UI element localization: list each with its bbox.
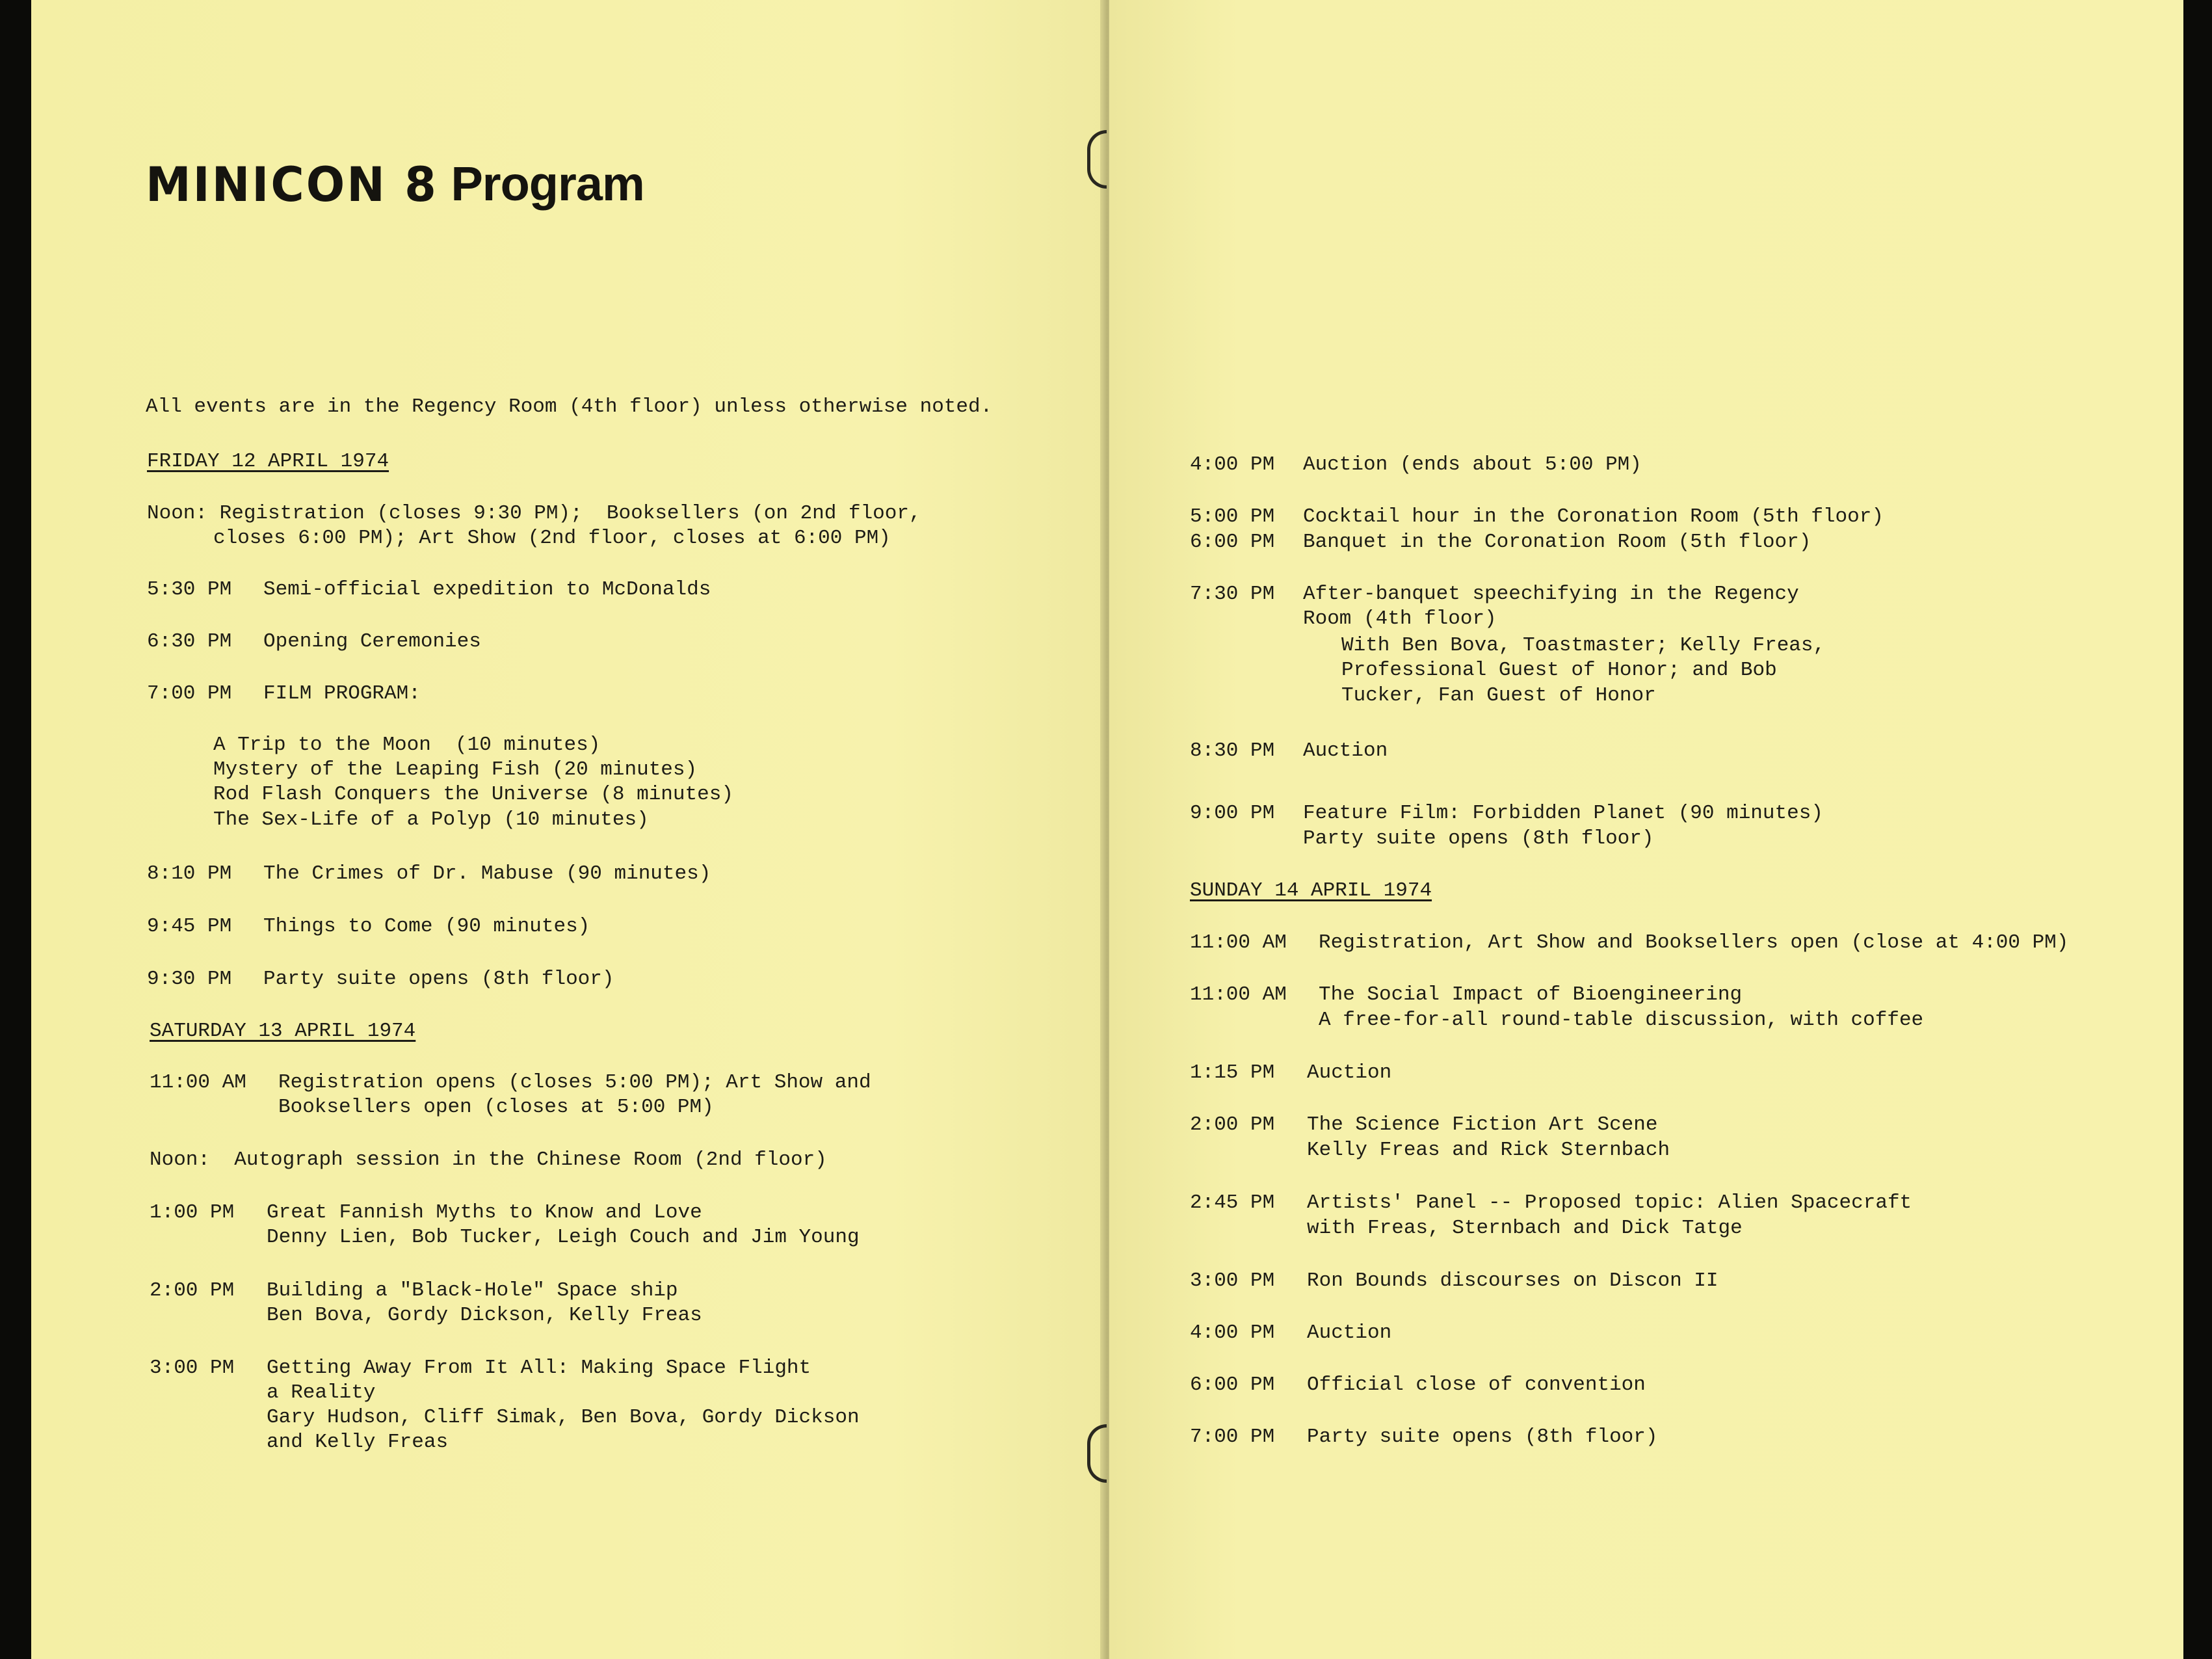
sunday-event-line: The Social Impact of Bioengineering [1319,983,1743,1006]
friday-event-time: 5:30 PM [147,578,232,601]
sunday-event-line: Party suite opens (8th floor) [1307,1426,1658,1448]
sunday-event-time: 11:00 AM [1190,931,1287,954]
saturday-event-line: Ben Bova, Gordy Dickson, Kelly Freas [267,1304,702,1327]
intro-note: All events are in the Regency Room (4th floor) unless otherwise noted. [146,395,993,418]
saturday-event-line: Cocktail hour in the Coronation Room (5th floor) [1303,505,1884,528]
saturday-event-line: Tucker, Fan Guest of Honor [1341,684,1656,707]
friday-event-title: Things to Come (90 minutes) [263,915,590,938]
title-word: Program [451,157,644,211]
staple-top [1087,130,1107,189]
friday-heading: FRIDAY 12 APRIL 1974 [147,450,389,473]
sunday-event-time: 2:45 PM [1190,1191,1275,1214]
sunday-event-line: Registration, Art Show and Booksellers open (close at 4:00 PM) [1319,931,2069,954]
saturday-event-time: 1:00 PM [150,1201,235,1224]
sunday-event-line: The Science Fiction Art Scene [1307,1113,1658,1136]
sunday-event-time: 11:00 AM [1190,983,1287,1006]
saturday-event-line: After-banquet speechifying in the Regency [1303,583,1799,605]
saturday-event-line: Room (4th floor) [1303,607,1497,630]
saturday-event-line: Building a "Black-Hole" Space ship [267,1279,678,1302]
saturday-event-time: 2:00 PM [150,1279,235,1302]
sunday-event-line: Official close of convention [1307,1374,1646,1396]
saturday-event-line: Great Fannish Myths to Know and Love [267,1201,702,1224]
sunday-event-time: 2:00 PM [1190,1113,1275,1136]
saturday-event-time: 11:00 AM [150,1071,246,1094]
sunday-heading: SUNDAY 14 APRIL 1974 [1190,879,1432,902]
film-item: A Trip to the Moon (10 minutes) [213,734,601,756]
saturday-event-line: Booksellers open (closes at 5:00 PM) [278,1096,714,1119]
film-item: The Sex-Life of a Polyp (10 minutes) [213,808,649,831]
sunday-event-line: Kelly Freas and Rick Sternbach [1307,1139,1670,1161]
saturday-event-line: Party suite opens (8th floor) [1303,827,1654,850]
title-brand: MINICON 8 [146,156,438,213]
saturday-event-line: Getting Away From It All: Making Space Flight [267,1357,811,1379]
film-item: Rod Flash Conquers the Universe (8 minutes) [213,783,733,806]
saturday-event-line: Denny Lien, Bob Tucker, Leigh Couch and Jim Young [267,1226,860,1249]
saturday-event-line: a Reality [267,1381,376,1404]
friday-noon-line-1: Noon: Registration (closes 9:30 PM); Booksellers (on 2nd floor, [147,502,921,525]
saturday-heading: SATURDAY 13 APRIL 1974 [150,1020,416,1042]
saturday-event-line: and Kelly Freas [267,1431,449,1453]
saturday-event-line: Banquet in the Coronation Room (5th floor) [1303,531,1811,553]
friday-event-title: The Crimes of Dr. Mabuse (90 minutes) [263,862,711,885]
friday-event-title: Party suite opens (8th floor) [263,968,614,990]
sunday-event-time: 6:00 PM [1190,1374,1275,1396]
page-title [146,156,644,211]
friday-event-time: 6:30 PM [147,630,232,653]
sunday-event-line: Artists' Panel -- Proposed topic: Alien Spacecraft [1307,1191,1912,1214]
friday-noon-line-2: closes 6:00 PM); Art Show (2nd floor, closes at 6:00 PM) [213,527,891,550]
saturday-event-line: Feature Film: Forbidden Planet (90 minutes) [1303,802,1823,825]
friday-event-time: 9:45 PM [147,915,232,938]
staple-bottom [1087,1424,1107,1483]
sunday-event-line: Auction [1307,1061,1392,1084]
saturday-event-line: With Ben Bova, Toastmaster; Kelly Freas, [1341,634,1826,657]
saturday-event-time: 4:00 PM [1190,453,1275,476]
saturday-event-line: Professional Guest of Honor; and Bob [1341,659,1777,682]
friday-event-title: Semi-official expedition to McDonalds [263,578,711,601]
saturday-event-line: Registration opens (closes 5:00 PM); Art Show and [278,1071,871,1094]
saturday-event-time: 8:30 PM [1190,739,1275,762]
right-page [1109,0,2183,1659]
sunday-event-line: A free-for-all round-table discussion, with coffee [1319,1009,1924,1031]
sunday-event-time: 3:00 PM [1190,1269,1275,1292]
friday-event-time: 7:00 PM [147,682,232,705]
sunday-event-line: Auction [1307,1321,1392,1344]
friday-event-title: Opening Ceremonies [263,630,481,653]
sunday-event-time: 4:00 PM [1190,1321,1275,1344]
sunday-event-time: 7:00 PM [1190,1426,1275,1448]
saturday-event-time: 7:30 PM [1190,583,1275,605]
saturday-event-time: 6:00 PM [1190,531,1275,553]
saturday-event-time: 9:00 PM [1190,802,1275,825]
saturday-event-time: 5:00 PM [1190,505,1275,528]
saturday-event-line: Noon: Autograph session in the Chinese Room (2nd floor) [150,1148,827,1171]
film-item: Mystery of the Leaping Fish (20 minutes) [213,758,698,781]
saturday-event-line: Gary Hudson, Cliff Simak, Ben Bova, Gordy Dickson [267,1406,860,1429]
friday-event-time: 9:30 PM [147,968,232,990]
saturday-event-line: Auction [1303,739,1388,762]
saturday-event-line: Auction (ends about 5:00 PM) [1303,453,1642,476]
friday-event-time: 8:10 PM [147,862,232,885]
sunday-event-line: with Freas, Sternbach and Dick Tatge [1307,1217,1743,1240]
sunday-event-line: Ron Bounds discourses on Discon II [1307,1269,1718,1292]
friday-event-title: FILM PROGRAM: [263,682,421,705]
left-page [31,0,1105,1659]
saturday-event-time: 3:00 PM [150,1357,235,1379]
sunday-event-time: 1:15 PM [1190,1061,1275,1084]
